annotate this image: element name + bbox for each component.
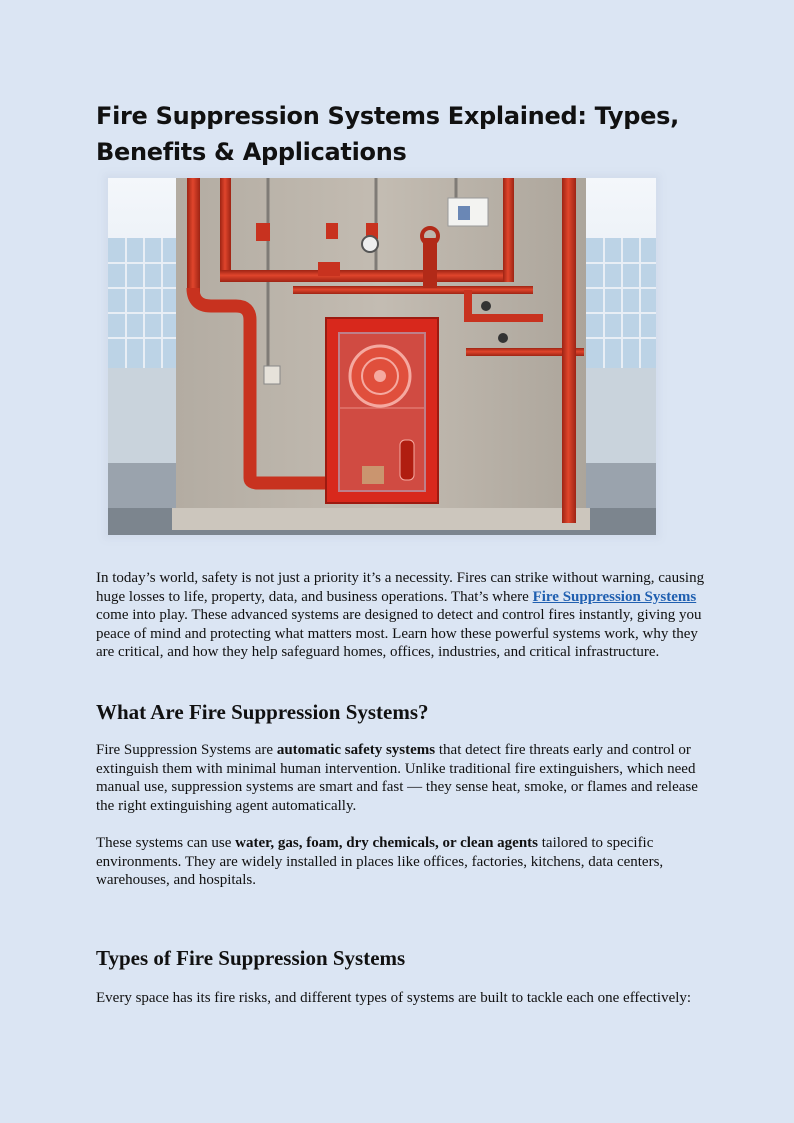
page-title: Fire Suppression Systems Explained: Types, Benefits & Applications xyxy=(96,102,679,166)
bold-text: automatic safety systems xyxy=(276,742,436,758)
what-are-paragraph-2 xyxy=(96,834,706,890)
text-span: tailored to specific environments. They are widely installed in places like offices, factories, kitchens, data centers, warehouses, and hospitals. xyxy=(96,835,664,889)
text-span: Fire Suppression Systems are xyxy=(96,742,277,758)
types-paragraph: Every space has its fire risks, and different types of systems are built to tackle each one effectively: xyxy=(96,990,692,1006)
intro-text-continued: come into play. These advanced systems are designed to detect and control fires instantly, giving you peace of mind and protecting what matters most. Learn how these powerful systems work, why they are critical, and how they help safeguard homes, offices, industries, and critical infrastructure. xyxy=(96,607,702,661)
fire-suppression-systems-link[interactable]: Fire Suppression Systems xyxy=(532,588,697,605)
text-span: that detect fire threats early and control or extinguish them with minimal human intervention. Unlike traditional fire extinguishers, which need manual use, suppression systems are smart and fast — they sense heat, smoke, or flames and release the right extinguishing agent automatically. xyxy=(96,742,698,814)
fire-suppression-photo xyxy=(108,178,656,535)
section-heading-what-are: What Are Fire Suppression Systems? xyxy=(96,700,429,724)
text-span: These systems can use xyxy=(96,835,236,851)
intro-paragraph xyxy=(96,569,706,662)
intro-text: In today’s world, safety is not just a priority it’s a necessity. Fires can strike without warning, causing huge losses to life, property, data, and business operations. That’s where xyxy=(96,570,705,605)
section-heading-types: Types of Fire Suppression Systems xyxy=(96,946,406,970)
what-are-paragraph-1 xyxy=(96,741,706,815)
bold-text: water, gas, foam, dry chemicals, or clean agents xyxy=(235,835,539,851)
